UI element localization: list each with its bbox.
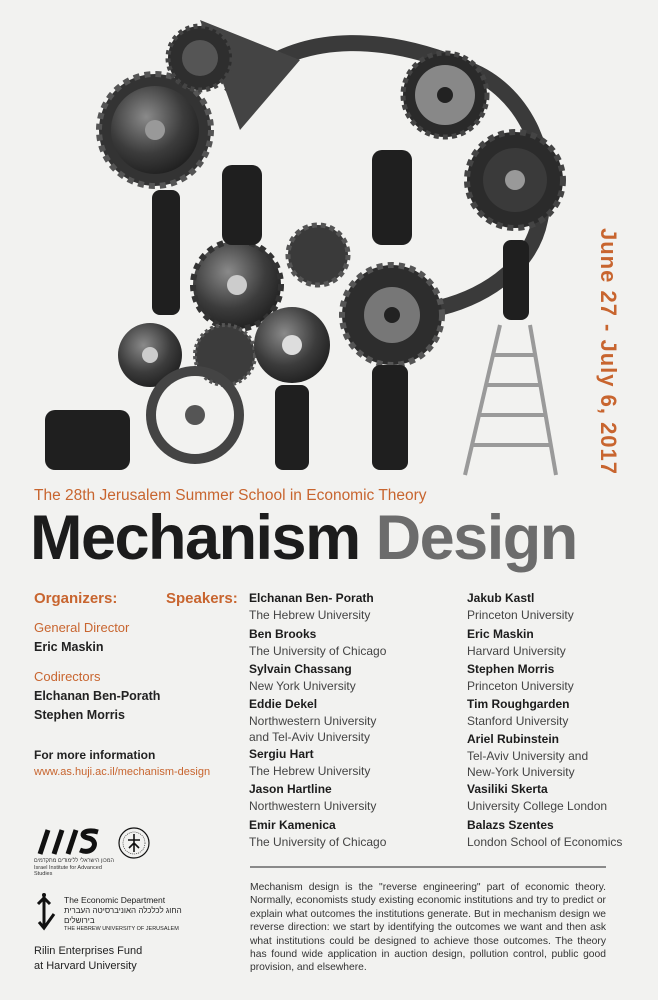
- info-link[interactable]: www.as.huji.ac.il/mechanism-design: [34, 766, 211, 778]
- speaker-name: Ariel Rubinstein: [467, 732, 560, 746]
- speaker-entry: [467, 696, 658, 729]
- speaker-entry: [249, 781, 449, 814]
- gear-top-small: [168, 26, 232, 90]
- divider: [250, 866, 606, 868]
- speaker-affiliation: Harvard University: [467, 644, 566, 658]
- poster-title: [30, 505, 577, 571]
- speaker-entry: [249, 626, 449, 659]
- info-heading: For more information: [34, 748, 156, 762]
- speaker-name: Eddie Dekel: [249, 697, 318, 711]
- speaker-name: Tim Roughgarden: [467, 697, 570, 711]
- codirector-name: Stephen Morris: [34, 708, 125, 722]
- econ-line-2: החוג לכלכלה האוניברסיטה העברית בירושלים: [64, 906, 182, 925]
- speaker-name: Balazs Szentes: [467, 818, 554, 832]
- fund-credit: [34, 944, 142, 974]
- speaker-affiliation: Tel-Aviv University and: [467, 749, 589, 763]
- speaker-name: Ben Brooks: [249, 627, 317, 641]
- economics-department: [64, 895, 204, 933]
- speaker-affiliation: University College London: [467, 799, 608, 813]
- subtitle: The 28th Jerusalem Summer School in Economic Theory: [34, 487, 427, 504]
- speaker-name: Emir Kamenica: [249, 818, 336, 832]
- gear-turbine: [254, 307, 330, 383]
- hero-illustration: [0, 0, 658, 485]
- hebrew-university-logo: [34, 892, 60, 932]
- speaker-affiliation: New York University: [249, 679, 356, 693]
- speaker-affiliation: The University of Chicago: [249, 835, 387, 849]
- speaker-name: Jakub Kastl: [467, 591, 535, 605]
- speaker-name: Elchanan Ben- Porath: [249, 591, 374, 605]
- speakers-heading: Speakers:: [166, 590, 238, 607]
- speaker-affiliation: The University of Chicago: [249, 644, 387, 658]
- gear-wheel-bottom: [151, 371, 239, 459]
- speaker-affiliation: Northwestern University: [249, 799, 377, 813]
- fund-line-1: Rilin Enterprises Fund: [34, 945, 143, 957]
- gear-top-right: [403, 53, 487, 137]
- speaker-name: Sergiu Hart: [249, 747, 314, 761]
- event-date: June 27 - July 6, 2017: [596, 228, 621, 476]
- speaker-name: Jason Hartline: [249, 782, 332, 796]
- speaker-entry: [467, 781, 658, 814]
- gear-large-left: [99, 74, 211, 186]
- speaker-affiliation: New-York University: [467, 765, 575, 779]
- general-director-name: Eric Maskin: [34, 640, 104, 654]
- speaker-affiliation: London School of Economics: [467, 835, 623, 849]
- speaker-affiliation: Stanford University: [467, 714, 569, 728]
- speaker-name: Sylvain Chassang: [249, 662, 352, 676]
- iias-logo: [34, 826, 104, 858]
- title-word-2: Design: [375, 503, 577, 573]
- speaker-entry: [249, 746, 449, 779]
- title-word-1: Mechanism: [30, 503, 360, 573]
- gear-mid-upper: [288, 225, 348, 285]
- speaker-affiliation: The Hebrew University: [249, 608, 371, 622]
- organizers-heading: Organizers:: [34, 590, 118, 607]
- codirector-name: Elchanan Ben-Porath: [34, 689, 161, 703]
- speaker-entry: [467, 817, 658, 850]
- econ-line-1: The Economic Department: [64, 895, 166, 905]
- speaker-name: Stephen Morris: [467, 662, 555, 676]
- speaker-entry: [467, 590, 658, 623]
- speaker-entry: [249, 817, 449, 850]
- codirectors-label: Codirectors: [34, 669, 101, 684]
- speaker-name: Vasiliki Skerta: [467, 782, 548, 796]
- speaker-affiliation: Princeton University: [467, 679, 574, 693]
- speaker-entry: [249, 661, 449, 694]
- gear-right: [467, 132, 563, 228]
- speaker-name: Eric Maskin: [467, 627, 534, 641]
- speaker-entry: [249, 590, 449, 623]
- ladder: [465, 325, 556, 475]
- general-director-label: General Director: [34, 620, 130, 635]
- speaker-entry: [467, 661, 658, 694]
- gear-mid-right: [342, 265, 442, 365]
- fund-line-2: at Harvard University: [34, 960, 137, 972]
- econ-line-3: THE HEBREW UNIVERSITY OF JERUSALEM: [64, 926, 179, 932]
- iias-logo-text: המכון הישראלי ללימודים מתקדמים Israel Institute for Advanced Studies: [34, 858, 114, 877]
- speaker-affiliation: Northwestern University: [249, 714, 377, 728]
- seal-logo: [117, 826, 151, 860]
- speaker-affiliation: and Tel-Aviv University: [249, 730, 370, 744]
- speaker-entry: [467, 731, 658, 780]
- speaker-affiliation: Princeton University: [467, 608, 574, 622]
- speaker-entry: [249, 696, 449, 745]
- speaker-affiliation: The Hebrew University: [249, 764, 371, 778]
- gears-illustration: [0, 0, 658, 485]
- abstract-text: Mechanism design is the "reverse engineering" part of economic theory. Normally, economists study existing economic institutions and try to predict or explain what outcomes the institutions generate. But in mechanism design we reverse direction: we start by identifying the outcomes we want and then ask what institutions could be designed to achieve those outcomes. The theory has found wide application in auction design, pollution control, public good provision, and elsewhere.: [250, 882, 606, 974]
- speaker-entry: [467, 626, 658, 659]
